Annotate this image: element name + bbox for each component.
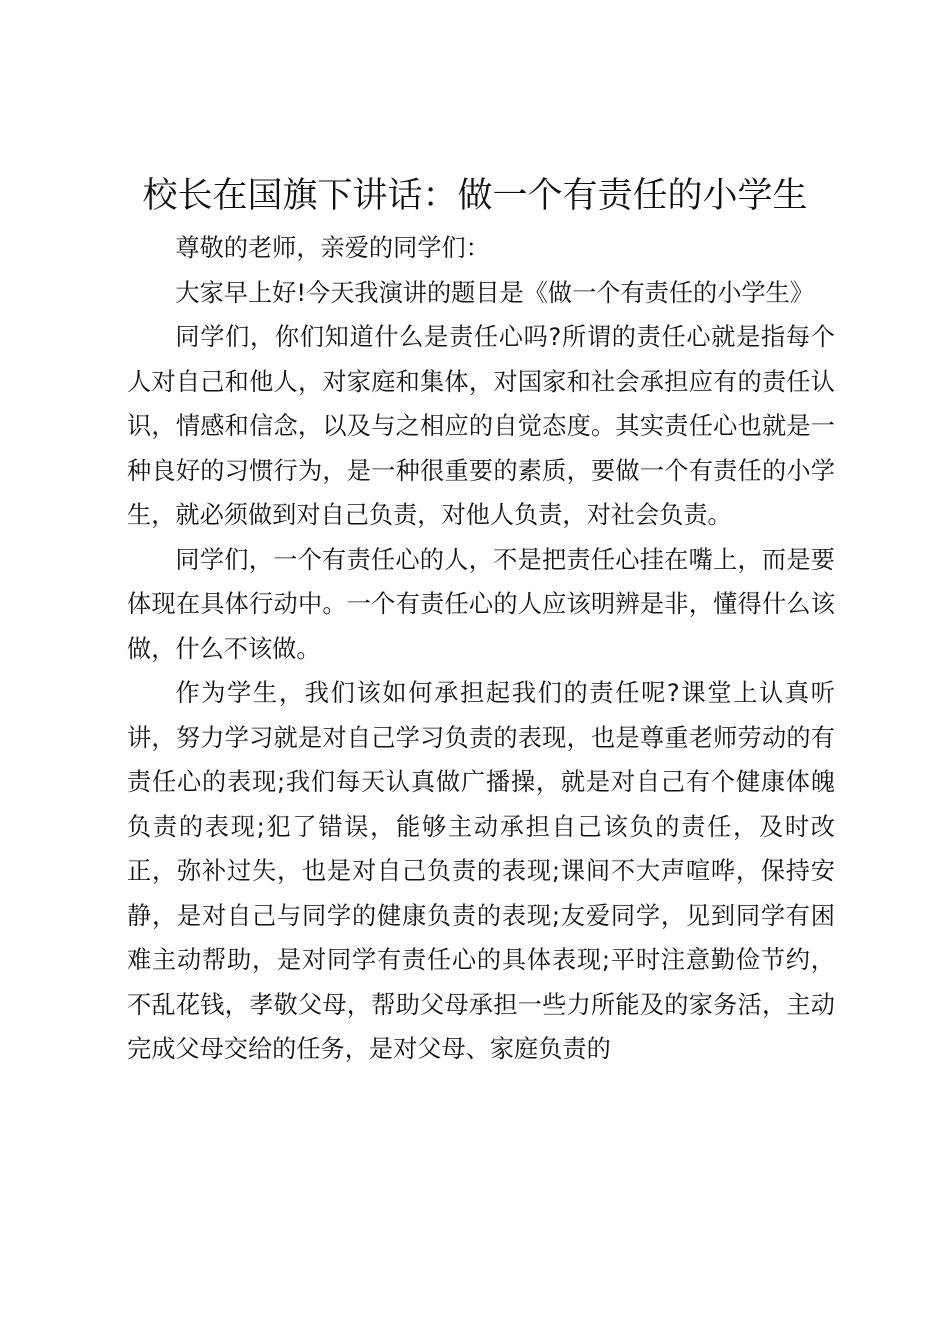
paragraph-action: 同学们，一个有责任心的人，不是把责任心挂在嘴上，而是要体现在具体行动中。一个有责任心的人应该明辨是非，懂得什么该做，什么不该做。 (127, 545, 835, 663)
paragraph-intro: 大家早上好!今天我演讲的题目是《做一个有责任的小学生》 (175, 278, 814, 307)
paragraph-greeting: 尊敬的老师，亲爱的同学们： (175, 234, 490, 262)
document-title: 校长在国旗下讲话：做一个有责任的小学生 (142, 176, 808, 216)
document-body (127, 226, 835, 1072)
paragraph-definition: 同学们，你们知道什么是责任心吗?所谓的责任心就是指每个人对自己和他人，对家庭和集体，对国家和社会承担应有的责任认识，情感和信念，以及与之相应的自觉态度。其实责任心也就是一种良好的习惯行为，是一种很重要的素质，要做一个有责任的小学生，就必须做到对自己负责，对他人负责，对社会负责。 (127, 323, 835, 529)
paragraph-examples: 作为学生，我们该如何承担起我们的责任呢?课堂上认真听讲，努力学习就是对自己学习负责的表现，也是尊重老师劳动的有责任心的表现;我们每天认真做广播操，就是对自己有个健康体魄负责的表现;犯了错误，能够主动承担自己该负的责任，及时改正，弥补过失，也是对自己负责的表现;课间不大声喧哗，保持安静，是对自己与同学的健康负责的表现;友爱同学，见到同学有困难主动帮助，是对同学有责任心的具体表现;平时注意勤俭节约，不乱花钱，孝敬父母，帮助父母承担一些力所能及的家务活，主动完成父母交给的任务，是对父母、家庭负责的 (127, 679, 835, 1063)
